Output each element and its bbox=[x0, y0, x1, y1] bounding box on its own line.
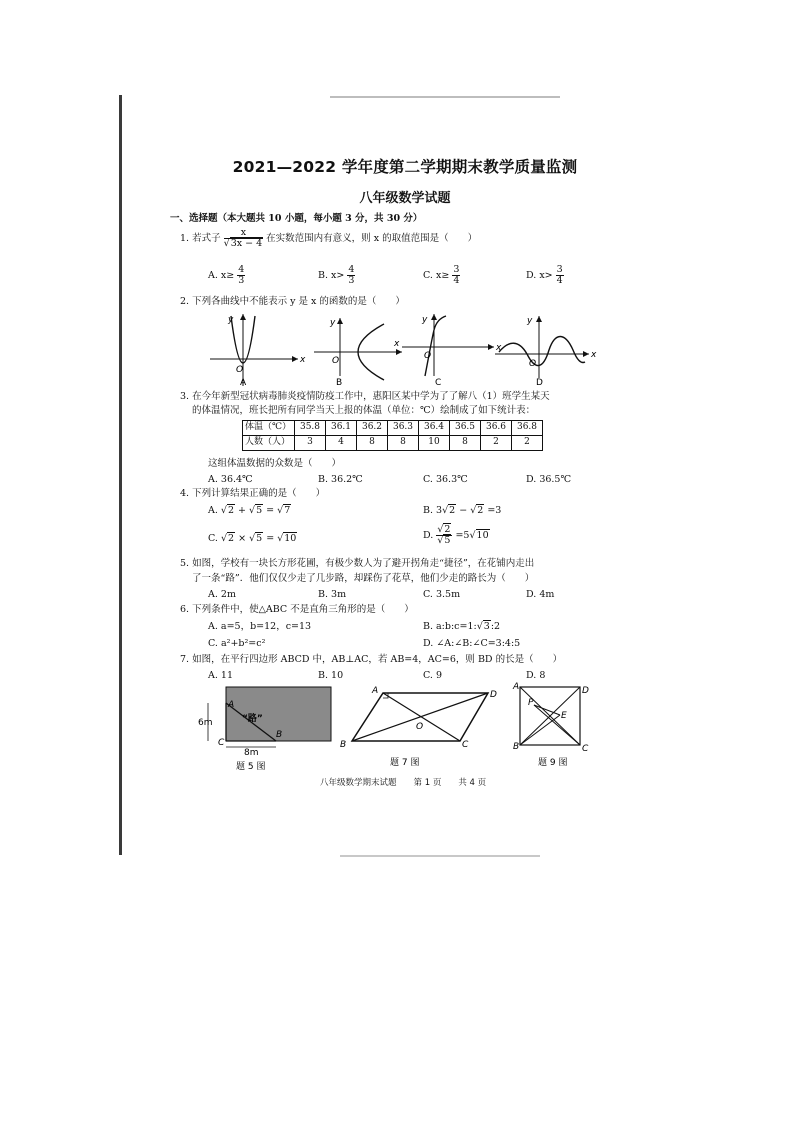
q6-b-pre: B. a:b:c=1: bbox=[423, 621, 477, 632]
q5-option-a[interactable]: A. 2m bbox=[208, 589, 236, 600]
q1-opt-b-frac bbox=[347, 265, 355, 286]
q4-b-eq: =3 bbox=[484, 505, 502, 516]
q4-b-rad1: 2 bbox=[449, 505, 456, 516]
q1-opt-b-den: 3 bbox=[348, 274, 355, 286]
q1-fraction bbox=[224, 228, 264, 249]
q3-option-a[interactable]: A. 36.4℃ bbox=[208, 474, 253, 485]
diagonal-bd bbox=[352, 693, 488, 741]
table-cell: 2 bbox=[512, 436, 543, 451]
q1-opt-c-num: 3 bbox=[453, 264, 460, 275]
question-6-stem: 6. 下列条件中，使△ABC 不是直角三角形的是（ ） bbox=[180, 604, 414, 615]
exam-page bbox=[170, 100, 640, 850]
table-cell: 8 bbox=[357, 436, 388, 451]
figure-9 bbox=[510, 682, 610, 770]
origin-label: O bbox=[424, 351, 432, 361]
q4-a-rad1: 2 bbox=[227, 505, 235, 516]
q1-opt-d-num: 3 bbox=[556, 264, 563, 275]
q6-b-rad: 3 bbox=[483, 621, 490, 632]
q7-option-c[interactable]: C. 9 bbox=[423, 670, 443, 681]
q1-opt-c-den: 4 bbox=[453, 274, 460, 286]
question-3-line1: 3. 在今年新型冠状病毒肺炎疫情防疫工作中，惠阳区某中学为了了解八（1）班学生某天 bbox=[180, 391, 550, 402]
table-header-cell: 体温（℃） bbox=[243, 421, 295, 436]
q4-b-op: − bbox=[456, 505, 471, 516]
x-axis-arrow bbox=[292, 356, 298, 362]
question-3-ask: 这组体温数据的众数是（ ） bbox=[208, 458, 342, 469]
q2-graph-b[interactable] bbox=[312, 310, 412, 390]
q4-a-op: + bbox=[235, 505, 250, 516]
table-cell: 35.8 bbox=[295, 421, 326, 436]
q4-a-rad3: 7 bbox=[284, 505, 291, 516]
x-label: x bbox=[591, 350, 597, 360]
figure-5 bbox=[198, 685, 333, 770]
point-p-label: P bbox=[528, 698, 534, 708]
q1-opt-a-den: 3 bbox=[238, 274, 245, 286]
table-header-cell: 人数（人） bbox=[243, 436, 295, 451]
figure-9-caption: 题 9 图 bbox=[538, 758, 568, 768]
q4-c-rad1: 2 bbox=[228, 533, 235, 544]
q4-b-rad2: 2 bbox=[477, 505, 484, 516]
x-label: x bbox=[394, 339, 400, 349]
point-e-label: E bbox=[561, 711, 567, 721]
table-row bbox=[243, 421, 543, 436]
x-label: x bbox=[496, 343, 502, 353]
point-o-label: O bbox=[416, 722, 424, 732]
curve-d bbox=[499, 337, 585, 366]
q1-opt-d-label: D. x> bbox=[526, 269, 553, 281]
q1-stem-b: 在实数范围内有意义，则 x 的取值范围是（ ） bbox=[266, 232, 478, 244]
question-5-line2: 了一条“路”．他们仅仅少走了几步路，却踩伤了花草，他们少走的路长为（ ） bbox=[192, 573, 535, 584]
y-label: y bbox=[527, 316, 533, 326]
y-axis-arrow bbox=[536, 316, 542, 322]
question-1-stem bbox=[180, 228, 477, 249]
q7-option-a[interactable]: A. 11 bbox=[208, 670, 233, 681]
road-label: “路” bbox=[242, 714, 263, 724]
question-2-stem: 2. 下列各曲线中不能表示 y 是 x 的函数的是（ ） bbox=[180, 296, 405, 307]
exam-subtitle: 八年级数学试题 bbox=[359, 191, 451, 206]
table-cell: 36.8 bbox=[512, 421, 543, 436]
scan-edge-top bbox=[330, 96, 560, 98]
table-cell: 8 bbox=[450, 436, 481, 451]
q1-option-d[interactable] bbox=[526, 265, 564, 286]
q2-graph-a[interactable] bbox=[208, 310, 308, 390]
q1-opt-d-den: 4 bbox=[556, 274, 563, 286]
y-label: y bbox=[228, 315, 234, 325]
q4-c-eq: = bbox=[263, 533, 278, 544]
q1-opt-a-num: 4 bbox=[238, 264, 245, 275]
y-label: y bbox=[330, 318, 336, 328]
page-footer: 八年级数学期末试题 第 1 页 共 4 页 bbox=[320, 778, 487, 788]
q4-b-label: B. 3 bbox=[423, 505, 443, 516]
table-cell: 36.3 bbox=[388, 421, 419, 436]
q4-c-rad2: 5 bbox=[256, 533, 263, 544]
q4-d-den: √5 bbox=[437, 534, 451, 546]
point-d-label: D bbox=[582, 686, 589, 696]
table-cell: 10 bbox=[419, 436, 450, 451]
figure-7-caption: 题 7 图 bbox=[390, 758, 420, 768]
table-cell: 36.5 bbox=[450, 421, 481, 436]
q1-opt-b-num: 4 bbox=[348, 264, 355, 275]
question-4-stem: 4. 下列计算结果正确的是（ ） bbox=[180, 488, 326, 499]
table-cell: 36.4 bbox=[419, 421, 450, 436]
table-cell: 36.1 bbox=[326, 421, 357, 436]
figure-7 bbox=[338, 685, 508, 770]
q1-opt-d-frac bbox=[556, 265, 564, 286]
table-cell: 8 bbox=[388, 436, 419, 451]
q4-d-fraction bbox=[436, 525, 452, 546]
table-cell: 4 bbox=[326, 436, 357, 451]
q4-c-label: C. bbox=[208, 533, 218, 544]
q6-option-c[interactable]: C. a²+b²=c² bbox=[208, 638, 266, 649]
q4-a-label: A. bbox=[208, 505, 218, 516]
q3-option-c[interactable]: C. 36.3℃ bbox=[423, 474, 468, 485]
point-a-label: A bbox=[228, 700, 235, 710]
table-cell: 36.2 bbox=[357, 421, 388, 436]
temperature-table bbox=[242, 420, 543, 451]
x-axis-arrow bbox=[583, 351, 589, 357]
q4-option-d[interactable]: D. $\frac{√2}{√5}$ =5√10 bbox=[423, 524, 489, 546]
origin-label: O bbox=[529, 359, 537, 369]
point-b-label: B bbox=[276, 730, 283, 740]
scan-edge-left bbox=[119, 95, 122, 855]
y-axis-arrow bbox=[431, 314, 437, 320]
question-5-line1: 5. 如图，学校有一块长方形花圃，有极少数人为了避开拐角走“捷径”，在花铺内走出 bbox=[180, 558, 535, 569]
table-cell: 36.6 bbox=[481, 421, 512, 436]
q1-opt-c-frac bbox=[452, 265, 460, 286]
graph-c-label: C bbox=[435, 378, 442, 388]
table-cell: 3 bbox=[295, 436, 326, 451]
question-3-line2: 的体温情况，班长把所有同学当天上报的体温（单位：℃）绘制成了如下统计表： bbox=[192, 405, 536, 416]
q6-option-d[interactable]: D. ∠A:∠B:∠C=3:4:5 bbox=[423, 638, 521, 649]
question-7-stem: 7. 如图，在平行四边形 ABCD 中，AB⊥AC，若 AB=4，AC=6，则 BD 的长是（ ） bbox=[180, 654, 563, 665]
curve-c bbox=[425, 316, 446, 376]
q4-d-rad: 10 bbox=[476, 529, 489, 541]
scan-edge-bottom bbox=[340, 855, 540, 857]
table-cell: 2 bbox=[481, 436, 512, 451]
bottom-length-label: 8m bbox=[244, 748, 259, 758]
point-c-label: C bbox=[218, 738, 225, 748]
section-heading: 一、选择题（本大题共 10 小题，每小题 3 分，共 30 分） bbox=[170, 213, 423, 224]
graph-d-label: D bbox=[536, 378, 543, 388]
point-c-label: C bbox=[582, 744, 589, 754]
point-d-label: D bbox=[490, 690, 497, 700]
q7-option-d[interactable]: D. 8 bbox=[526, 670, 546, 681]
point-b-label: B bbox=[340, 740, 347, 750]
y-axis-arrow bbox=[337, 318, 343, 324]
q6-b-post: :2 bbox=[490, 621, 501, 632]
y-axis-arrow bbox=[240, 314, 246, 320]
q4-option-a[interactable]: A. √2 + √5 = √7 bbox=[208, 505, 291, 516]
y-label: y bbox=[422, 315, 428, 325]
q4-c-op: × bbox=[235, 533, 250, 544]
q1-option-a[interactable] bbox=[208, 265, 245, 286]
q1-opt-a-frac bbox=[237, 265, 245, 286]
q2-graph-c[interactable] bbox=[400, 310, 500, 390]
segment-be bbox=[520, 715, 560, 745]
q4-option-c[interactable]: C. √2 × √5 = √10 bbox=[208, 533, 297, 544]
q6-option-b[interactable]: B. a:b:c=1:√3:2 bbox=[423, 621, 501, 632]
x-label: x bbox=[300, 355, 306, 365]
graph-a-label: A bbox=[240, 378, 247, 388]
q1-frac-den-rad: 3x − 4 bbox=[230, 237, 263, 249]
q4-a-rad2: 5 bbox=[256, 505, 263, 516]
point-a-label: A bbox=[513, 682, 520, 692]
q5-option-b[interactable]: B. 3m bbox=[318, 589, 347, 600]
q1-opt-a-label: A. x≥ bbox=[208, 269, 235, 281]
q1-opt-c-label: C. x≥ bbox=[423, 269, 450, 281]
q6-option-a[interactable]: A. a=5，b=12，c=13 bbox=[208, 621, 312, 632]
q4-d-eq: =5 bbox=[452, 529, 470, 541]
q4-option-b[interactable]: B. 3√2 − √2 =3 bbox=[423, 505, 502, 516]
q3-option-b[interactable]: B. 36.2℃ bbox=[318, 474, 363, 485]
point-c-label: C bbox=[462, 740, 469, 750]
q7-option-b[interactable]: B. 10 bbox=[318, 670, 344, 681]
q1-opt-b-label: B. x> bbox=[318, 269, 345, 281]
q3-option-d[interactable]: D. 36.5℃ bbox=[526, 474, 572, 485]
side-length-label: 6m bbox=[198, 718, 213, 728]
table-row bbox=[243, 436, 543, 451]
q5-option-d[interactable]: D. 4m bbox=[526, 589, 555, 600]
point-a-label: A bbox=[372, 686, 379, 696]
exam-title: 2021—2022 学年度第二学期期末教学质量监测 bbox=[232, 158, 578, 176]
q4-a-eq: = bbox=[263, 505, 278, 516]
q1-option-b[interactable] bbox=[318, 265, 355, 286]
q4-c-rad3: 10 bbox=[284, 533, 297, 544]
origin-label: O bbox=[236, 365, 244, 375]
q1-option-c[interactable] bbox=[423, 265, 460, 286]
origin-label: O bbox=[332, 356, 340, 366]
q1-stem-a: 1. 若式子 bbox=[180, 232, 221, 244]
point-b-label: B bbox=[513, 742, 520, 752]
q5-option-c[interactable]: C. 3.5m bbox=[423, 589, 461, 600]
q4-d-label: D. bbox=[423, 529, 434, 541]
graph-b-label: B bbox=[336, 378, 343, 388]
q4-d-den-rad: 5 bbox=[444, 534, 451, 546]
q2-graph-d[interactable] bbox=[493, 310, 603, 390]
q4-d-num: √2 bbox=[437, 524, 451, 535]
q1-frac-num: x bbox=[224, 228, 264, 239]
q4-d-num-rad: 2 bbox=[444, 524, 451, 535]
figure-5-caption: 题 5 图 bbox=[236, 762, 266, 772]
q1-frac-den: √3x − 4 bbox=[223, 237, 263, 249]
